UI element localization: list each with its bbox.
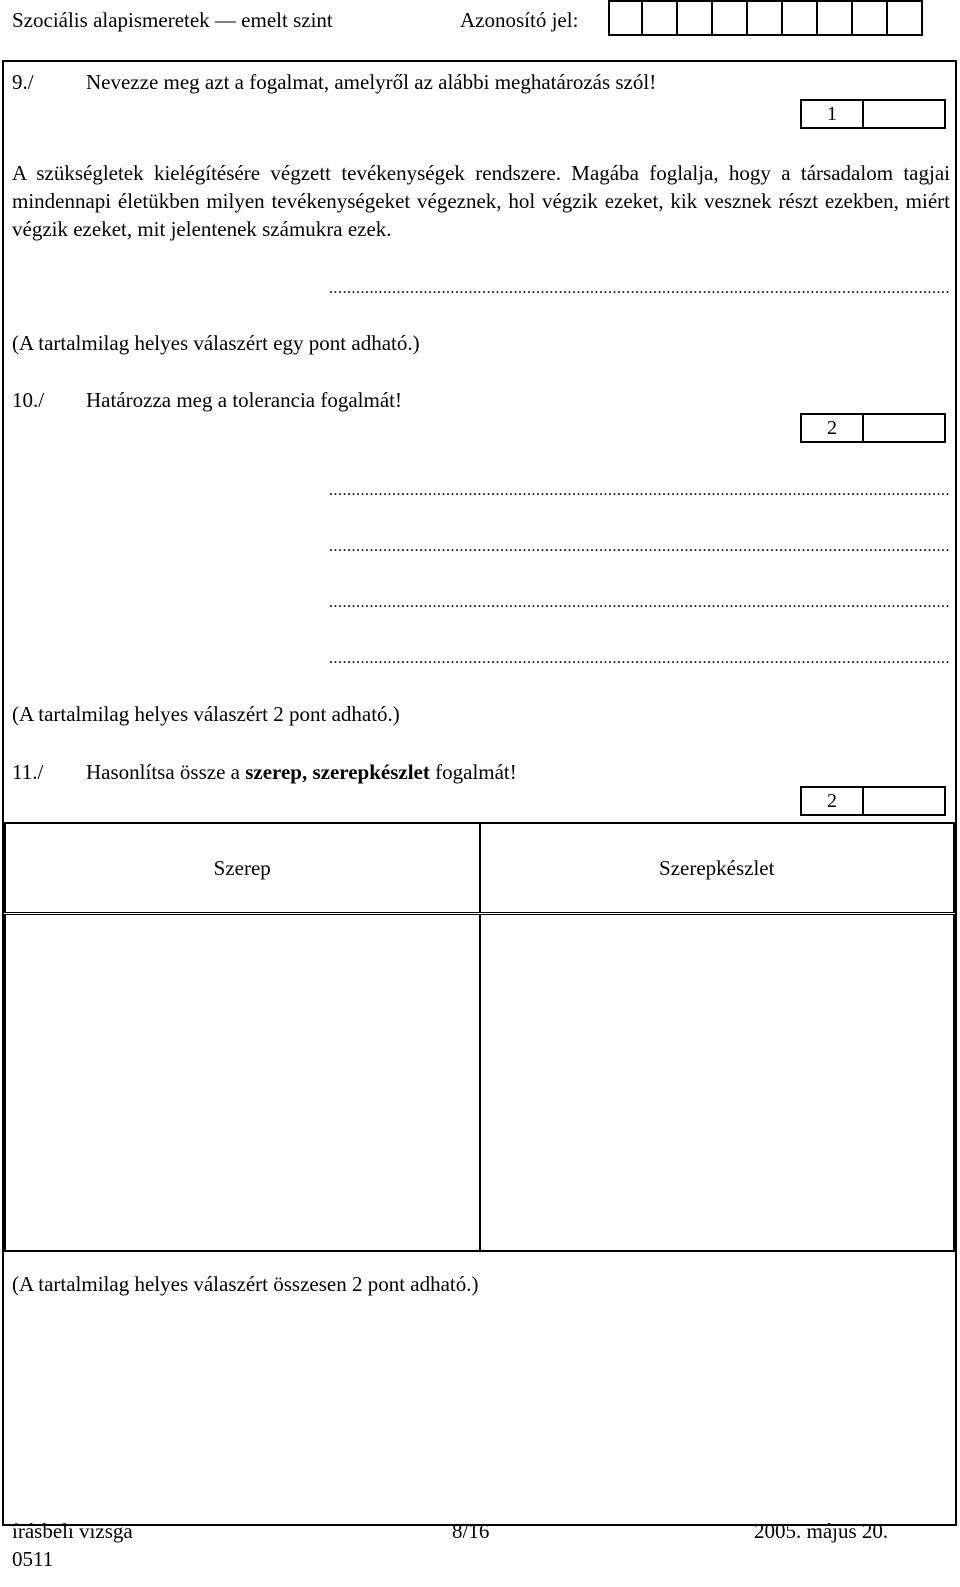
- id-box[interactable]: [643, 0, 678, 36]
- q10-answer-line[interactable]: ..........................................................................................................................................: [329, 482, 950, 499]
- id-box[interactable]: [608, 0, 643, 36]
- id-box[interactable]: [678, 0, 713, 36]
- id-box[interactable]: [853, 0, 888, 36]
- footer-page-number: 8/16: [452, 1519, 490, 1543]
- q9-max-points: 1: [800, 99, 864, 129]
- q11-prompt-bold: szerep, szerepkészlet: [245, 760, 430, 784]
- id-box[interactable]: [783, 0, 818, 36]
- id-box[interactable]: [713, 0, 748, 36]
- q11-prompt-pre: Hasonlítsa össze a: [86, 760, 246, 784]
- q10-prompt-text: Határozza meg a tolerancia fogalmát!: [86, 388, 402, 412]
- table-answer-cell-szerepkeszlet[interactable]: [480, 914, 955, 1252]
- q9-prompt-text: Nevezze meg azt a fogalmat, amelyről az alábbi meghatározás szól!: [86, 70, 657, 94]
- q9-prompt: [12, 70, 656, 95]
- q10-number: 10./: [12, 388, 45, 412]
- q9-earned-points[interactable]: [864, 99, 946, 129]
- q11-note: (A tartalmilag helyes válaszért összesen 2 pont adható.): [12, 1272, 479, 1296]
- q11-max-points: 2: [800, 786, 864, 816]
- q10-note: (A tartalmilag helyes válaszért 2 pont adható.): [12, 702, 400, 726]
- q10-score-box: [800, 413, 946, 443]
- id-box[interactable]: [888, 0, 923, 36]
- comparison-table: [4, 822, 955, 1252]
- q11-score-box: [800, 786, 946, 816]
- q11-prompt: [12, 760, 517, 785]
- id-box[interactable]: [748, 0, 783, 36]
- table-answer-cell-szerep[interactable]: [5, 914, 480, 1252]
- q9-definition: A szükségletek kielégítésére végzett tevékenységek rendszere. Magába foglalja, hogy a társadalom tagjai mindennapi életükben milyen tevékenységeket végeznek, hol végzik ezeket, kik vesznek részt ezekben, miért végzik ezeket, mit jelentenek számukra ezek.: [12, 161, 950, 241]
- header-title: Szociális alapismeretek — emelt szint: [12, 8, 333, 32]
- q9-number: 9./: [12, 70, 34, 94]
- q10-prompt: [12, 388, 402, 413]
- table-header-szerepkeszlet: Szerepkészlet: [480, 823, 955, 914]
- q11-earned-points[interactable]: [864, 786, 946, 816]
- q10-answer-line[interactable]: ..........................................................................................................................................: [329, 594, 950, 611]
- footer-date: 2005. május 20.: [754, 1519, 889, 1543]
- id-box-row: [608, 0, 923, 36]
- q9-note: (A tartalmilag helyes válaszért egy pont adható.): [12, 331, 420, 355]
- q10-max-points: 2: [800, 413, 864, 443]
- q9-answer-line[interactable]: ..........................................................................................................................................: [329, 280, 950, 297]
- q10-answer-line[interactable]: ..........................................................................................................................................: [329, 650, 950, 667]
- id-box[interactable]: [818, 0, 853, 36]
- footer-code: 0511: [12, 1547, 54, 1571]
- footer-exam-type: írásbeli vizsga: [12, 1519, 133, 1543]
- q11-number: 11./: [12, 760, 44, 784]
- q9-score-box: [800, 99, 946, 129]
- q10-answer-line[interactable]: ..........................................................................................................................................: [329, 538, 950, 555]
- q10-earned-points[interactable]: [864, 413, 946, 443]
- q11-prompt-post: fogalmát!: [429, 760, 517, 784]
- table-header-szerep: Szerep: [5, 823, 480, 914]
- id-label: Azonosító jel:: [460, 8, 579, 32]
